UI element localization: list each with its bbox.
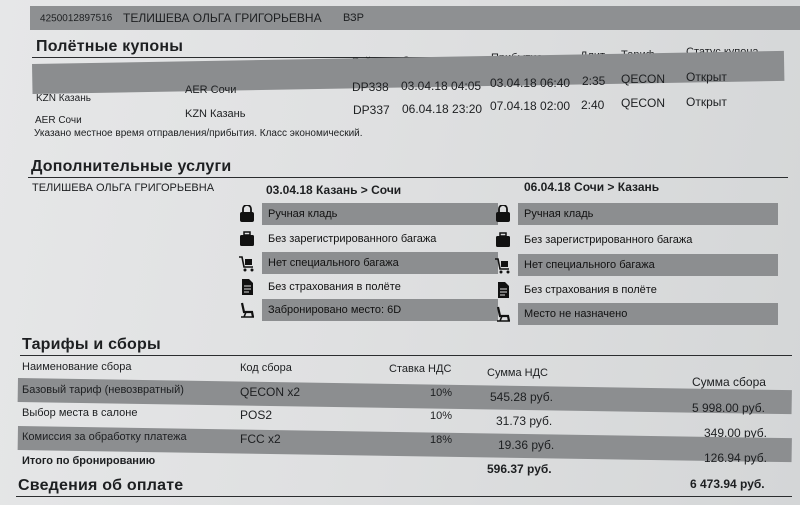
leg-1-service-hand-luggage [238,203,498,226]
leg-2-service-seat [494,303,784,326]
coupon-1-dur: 2:35 [582,74,606,88]
coupon-2-dur: 2:40 [581,98,605,112]
fee-1-fee-sum: 5 998.00 руб. [692,401,765,415]
suitcase-icon [238,230,256,248]
divider [16,496,792,497]
services-passenger: ТЕЛИШЕВА ОЛЬГА ГРИГОРЬЕВНА [32,182,215,194]
hand-luggage-icon [494,205,512,223]
service-label: Без зарегистрированного багажа [268,233,437,245]
total-fee-sum: 6 473.94 руб. [690,477,765,491]
fee-3-fee-sum: 126.94 руб. [704,451,767,465]
coupon-1-flight: DP338 [352,80,389,94]
suitcase-icon [494,231,512,249]
service-label: Без зарегистрированного багажа [524,234,693,246]
divider [28,177,788,178]
leg-1-service-checked-baggage [238,228,498,251]
fee-1-vat-rate: 10% [430,387,453,399]
fees-header-vat-sum: Сумма НДС [487,367,548,379]
leg-2-route: 06.04.18 Сочи > Казань [524,180,660,194]
fees-header-vat-rate: Ставка НДС [389,363,452,375]
leg-2-service-checked-baggage [494,229,784,252]
leg-1-route: 03.04.18 Казань > Сочи [266,183,402,197]
coupon-1-status: Открыт [686,70,727,84]
fees-header-fee-sum: Сумма сбора [692,375,766,389]
hand-luggage-icon [238,205,256,223]
coupon-1-from: KZN Казань [36,93,91,104]
fee-2-vat-rate: 10% [430,410,453,422]
coupon-2-flight: DP337 [353,103,390,117]
service-label: Без страхования в полёте [268,281,401,293]
coupon-1-dep: 03.04.18 04:05 [401,79,482,93]
fee-2-code: POS2 [240,408,273,422]
coupon-2-fare: QECON [621,96,666,110]
service-label: Нет специального багажа [518,254,778,276]
coupons-note: Указано местное время отправления/прибытия. Класс экономический. [34,128,363,139]
divider [20,355,792,356]
passenger-name: ТЕЛИШЕВА ОЛЬГА ГРИГОРЬЕВНА [123,11,322,25]
fee-2-fee-sum: 349.00 руб. [704,426,767,440]
coupon-1-fare: QECON [621,72,666,86]
service-label: Нет специального багажа [262,252,498,274]
special-baggage-cart-icon [238,254,256,272]
total-vat-sum: 596.37 руб. [487,462,552,476]
service-label: Ручная кладь [262,203,498,225]
leg-1-service-insurance [238,276,498,299]
leg-2-service-hand-luggage [494,203,784,226]
total-label: Итого по бронированию [22,455,156,467]
section-title-fees: Тарифы и сборы [22,336,161,353]
leg-2-service-insurance [494,279,784,302]
section-title-payment: Сведения об оплате [18,477,184,494]
fee-1-name: Базовый тариф (невозвратный) [22,384,184,396]
service-label: Место не назначено [518,303,778,325]
coupon-2-arr: 07.04.18 02:00 [490,99,571,113]
fee-1-code: QECON x2 [240,385,301,399]
insurance-document-icon [494,281,512,299]
fee-3-vat-rate: 18% [430,434,453,446]
coupon-1-to: AER Сочи [185,84,237,96]
section-title-coupons: Полётные купоны [36,38,184,55]
service-label: Ручная кладь [518,203,778,225]
service-label: Забронировано место: 6D [262,299,498,321]
seat-icon [238,301,256,319]
coupon-2-dep: 06.04.18 23:20 [402,102,483,116]
seat-icon [494,305,512,323]
fee-3-name: Комиссия за обработку платежа [22,431,187,443]
ticket-number: 4250012897516 [39,12,113,25]
fee-3-code: FCC x2 [240,432,281,446]
service-label: Без страхования в полёте [524,284,657,296]
fee-1-vat-sum: 545.28 руб. [490,390,553,404]
fee-2-name: Выбор места в салоне [22,407,138,419]
leg-2-service-special-baggage [494,254,784,277]
passenger-type: ВЗР [343,12,364,24]
fee-3-vat-sum: 19.36 руб. [498,438,555,452]
coupon-2-from: AER Сочи [35,115,82,126]
coupon-2-to: KZN Казань [185,108,246,120]
leg-1-service-special-baggage [238,252,498,275]
leg-1-service-seat [238,299,498,322]
coupon-2-status: Открыт [686,95,727,109]
fees-header-code: Код сбора [240,362,292,374]
insurance-document-icon [238,278,256,296]
fee-2-vat-sum: 31.73 руб. [496,414,553,428]
fees-header-name: Наименование сбора [22,361,132,373]
special-baggage-cart-icon [494,256,512,274]
section-title-services: Дополнительные услуги [31,158,232,175]
coupon-1-arr: 03.04.18 06:40 [490,76,571,90]
